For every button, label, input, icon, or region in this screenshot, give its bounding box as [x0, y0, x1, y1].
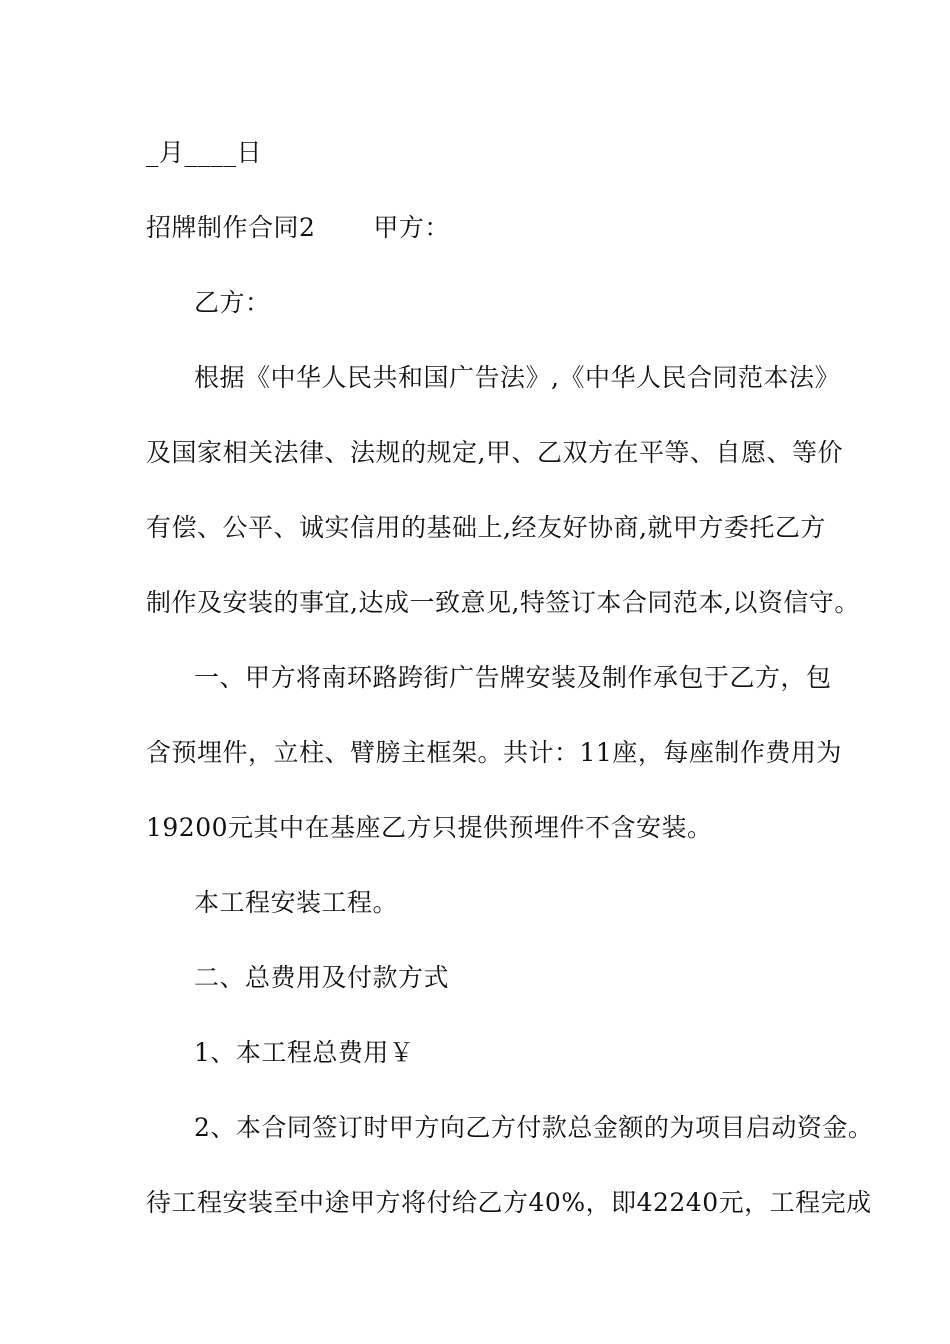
clause-item: 1、本工程总费用￥ [194, 1038, 415, 1067]
paragraph-line: 本工程安装工程。 [194, 888, 399, 917]
party-a-label: 甲方： [373, 213, 450, 242]
contract-title-line [146, 213, 450, 243]
paragraph-line: 及国家相关法律、法规的规定,甲、乙双方在平等、自愿、等价 [146, 438, 843, 467]
paragraph-line: 制作及安装的事宜,达成一致意见,特签订本合同范本,以资信守。 [146, 588, 860, 617]
date-line: _月____日 [146, 138, 263, 167]
paragraph-line: 有偿、公平、诚实信用的基础上,经友好协商,就甲方委托乙方 [146, 513, 826, 542]
section-heading: 二、总费用及付款方式 [194, 963, 450, 992]
clause-one-line: 一、甲方将南环路跨街广告牌安装及制作承包于乙方，包 [194, 663, 832, 692]
paragraph-line: 根据《中华人民共和国广告法》,《中华人民合同范本法》 [194, 363, 840, 392]
contract-title: 招牌制作合同2 [146, 213, 316, 242]
clause-one-line: 19200元其中在基座乙方只提供预埋件不含安装。 [146, 813, 713, 842]
clause-item: 2、本合同签订时甲方向乙方付款总金额的为项目启动资金。 [194, 1113, 874, 1142]
clause-one-line: 含预埋件，立柱、臂膀主框架。共计：11座，每座制作费用为 [146, 738, 842, 767]
paragraph-line: 待工程安装至中途甲方将付给乙方40%，即42240元，工程完成 [146, 1188, 872, 1217]
party-b-label: 乙方： [194, 288, 271, 317]
